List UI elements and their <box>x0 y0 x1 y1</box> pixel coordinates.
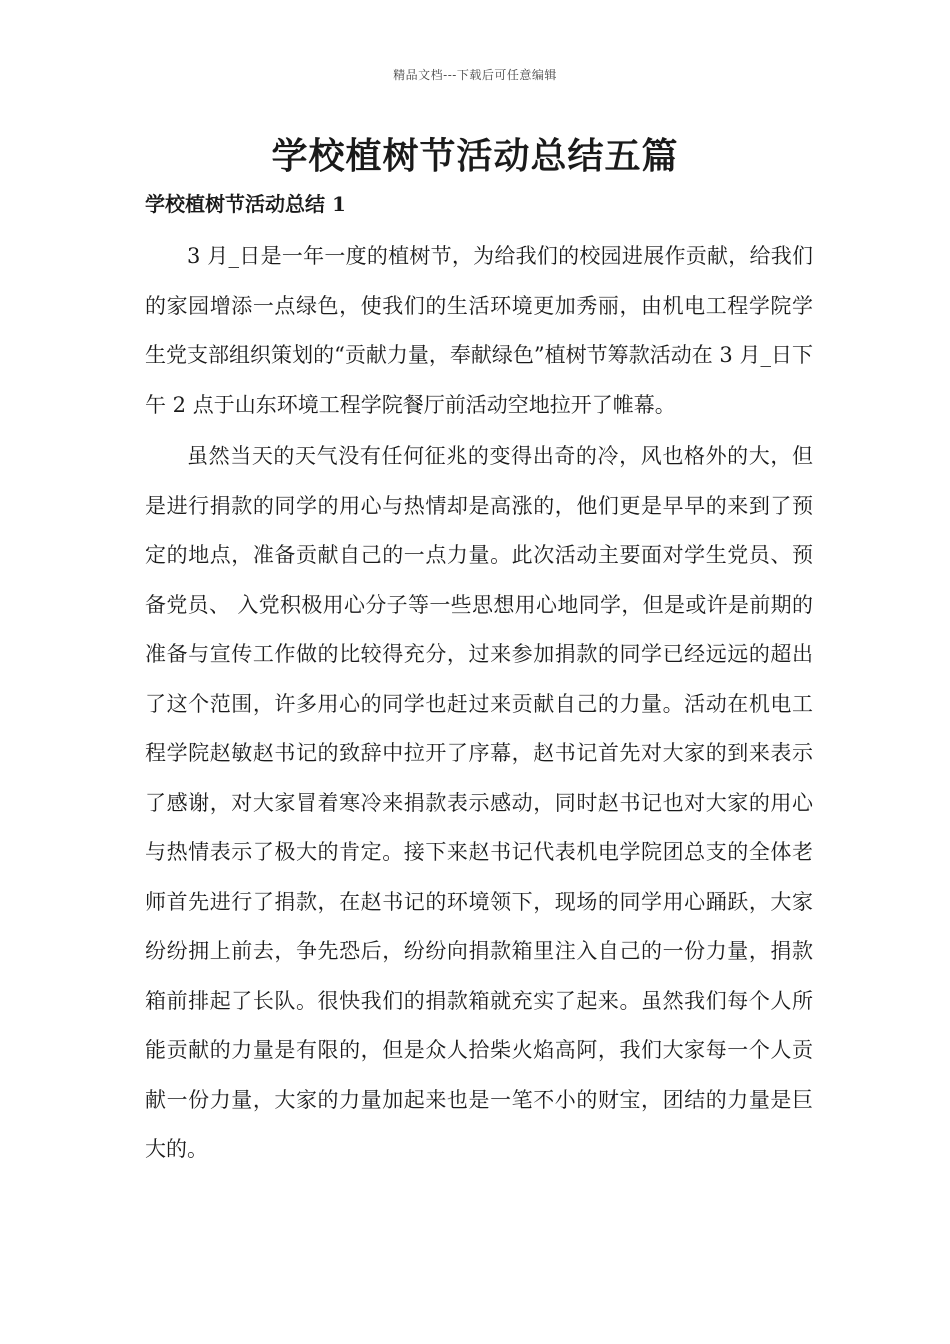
header-note: 精品文档---下载后可任意编辑 <box>393 68 557 82</box>
document-title: 学校植树节活动总结五篇 <box>271 135 679 177</box>
paragraph: 3 月_日是一年一度的植树节，为给我们的校园进展作贡献，给我们的家园增添一点绿色，使我们的生活环境更加秀丽，由机电工程学院学生党支部组织策划的“贡献力量，奉献绿色”植树节筹款活动在 3 月_日下午 2 点于山东环境工程学院餐厅前活动空地拉开了帷幕。 <box>145 244 813 417</box>
section-title: 学校植树节活动总结 1 <box>145 192 346 216</box>
paragraph: 虽然当天的天气没有任何征兆的变得出奇的冷，风也格外的大，但是进行捐款的同学的用心与热情却是高涨的，他们更是早早的来到了预定的地点，准备贡献自己的一点力量。此次活动主要面对学生党员、预备党员、 入党积极用心分子等一些思想用心地同学，但是或许是前期的准备与宣传工作做的比较得充分，过来参加捐款的同学已经远远的超出了这个范围，许多用心的同学也赶过来贡献自己的力量。活动在机电工程学院赵敏赵书记的致辞中拉开了序幕，赵书记首先对大家的到来表示了感谢，对大家冒着寒冷来捐款表示感动，同时赵书记也对大家的用心与热情表示了极大的肯定。接下来赵书记代表机电学院团总支的全体老师首先进行了捐款，在赵书记的环境领下，现场的同学用心踊跃，大家纷纷拥上前去，争先恐后，纷纷向捐款箱里注入自己的一份力量，捐款箱前排起了长队。很快我们的捐款箱就充实了起来。虽然我们每个人所能贡献的力量是有限的，但是众人拾柴火焰高阿，我们大家每一个人贡献一份力量，大家的力量加起来也是一笔不小的财宝，团结的力量是巨大的。 <box>145 444 813 1161</box>
document-body <box>145 232 813 1177</box>
